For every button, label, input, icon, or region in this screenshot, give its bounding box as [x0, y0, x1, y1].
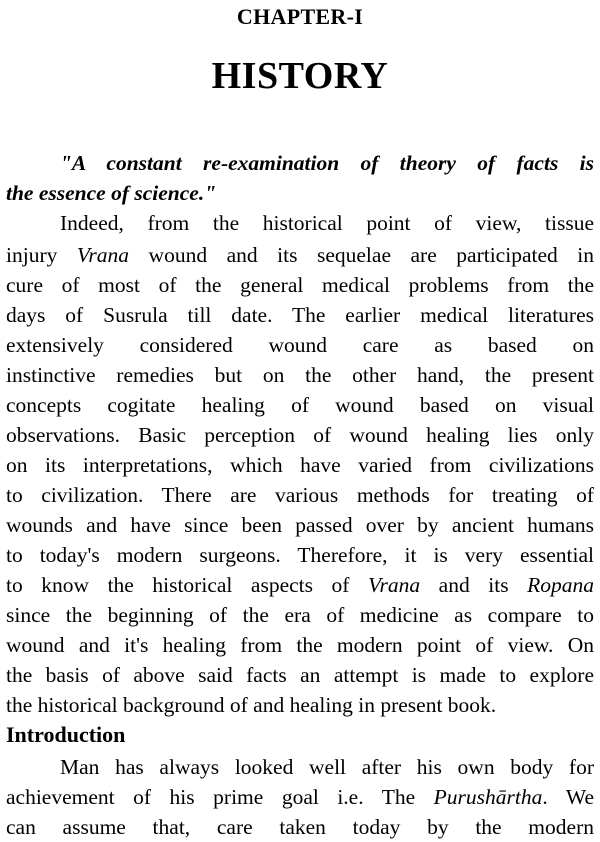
italic-term: Purushārtha: [433, 785, 543, 809]
paragraph-line: to civilization. There are various methods for treating of: [6, 483, 594, 507]
paragraph-line: the basis of above said facts an attempt is made to explore: [6, 663, 594, 687]
chapter-label: CHAPTER-I: [236, 4, 364, 29]
italic-term: Vrana: [76, 243, 130, 267]
paragraph-line: to today's modern surgeons. Therefore, it is very essential: [6, 543, 594, 567]
text-run: wound and its sequelae are participated in: [129, 243, 594, 267]
paragraph-line: Man has always looked well after his own body for: [60, 755, 594, 779]
paragraph-line: days of Susrula till date. The earlier medical literatures: [6, 303, 594, 327]
italic-term: Vrana: [367, 573, 421, 597]
section-heading: Introduction: [6, 722, 126, 747]
text-run: to know the historical aspects of: [6, 573, 368, 597]
paragraph-line: [6, 570, 594, 600]
paragraph-line: extensively considered wound care as based on: [6, 333, 594, 357]
text-run: and its: [420, 573, 528, 597]
epigraph-line-2: the essence of science.": [6, 181, 217, 205]
paragraph-line: cure of most of the general medical problems from the: [6, 273, 594, 297]
paragraph-line: Indeed, from the historical point of view, tissue: [60, 211, 594, 235]
paragraph-line: [6, 240, 594, 270]
paragraph-line: on its interpretations, which have varied from civilizations: [6, 453, 594, 477]
paragraph-line: [6, 782, 594, 812]
paragraph-line: wound and it's healing from the modern point of view. On: [6, 633, 594, 657]
text-run: injury: [6, 243, 77, 267]
paragraph-line: the historical background of and healing in present book.: [6, 693, 497, 717]
epigraph-line-1: "A constant re-examination of theory of facts is: [60, 151, 594, 175]
paragraph-line: since the beginning of the era of medicine as compare to: [6, 603, 594, 627]
italic-term: Ropana: [527, 573, 594, 597]
paragraph-line: concepts cogitate healing of wound based on visual: [6, 393, 594, 417]
paragraph-line: instinctive remedies but on the other hand, the present: [6, 363, 594, 387]
text-run: . We: [542, 785, 594, 809]
paragraph-line: wounds and have since been passed over by ancient humans: [6, 513, 594, 537]
text-run: achievement of his prime goal i.e. The: [6, 785, 434, 809]
paragraph-line: observations. Basic perception of wound healing lies only: [6, 423, 594, 447]
chapter-title: HISTORY: [211, 55, 389, 97]
paragraph-line: can assume that, care taken today by the modern: [6, 815, 594, 839]
